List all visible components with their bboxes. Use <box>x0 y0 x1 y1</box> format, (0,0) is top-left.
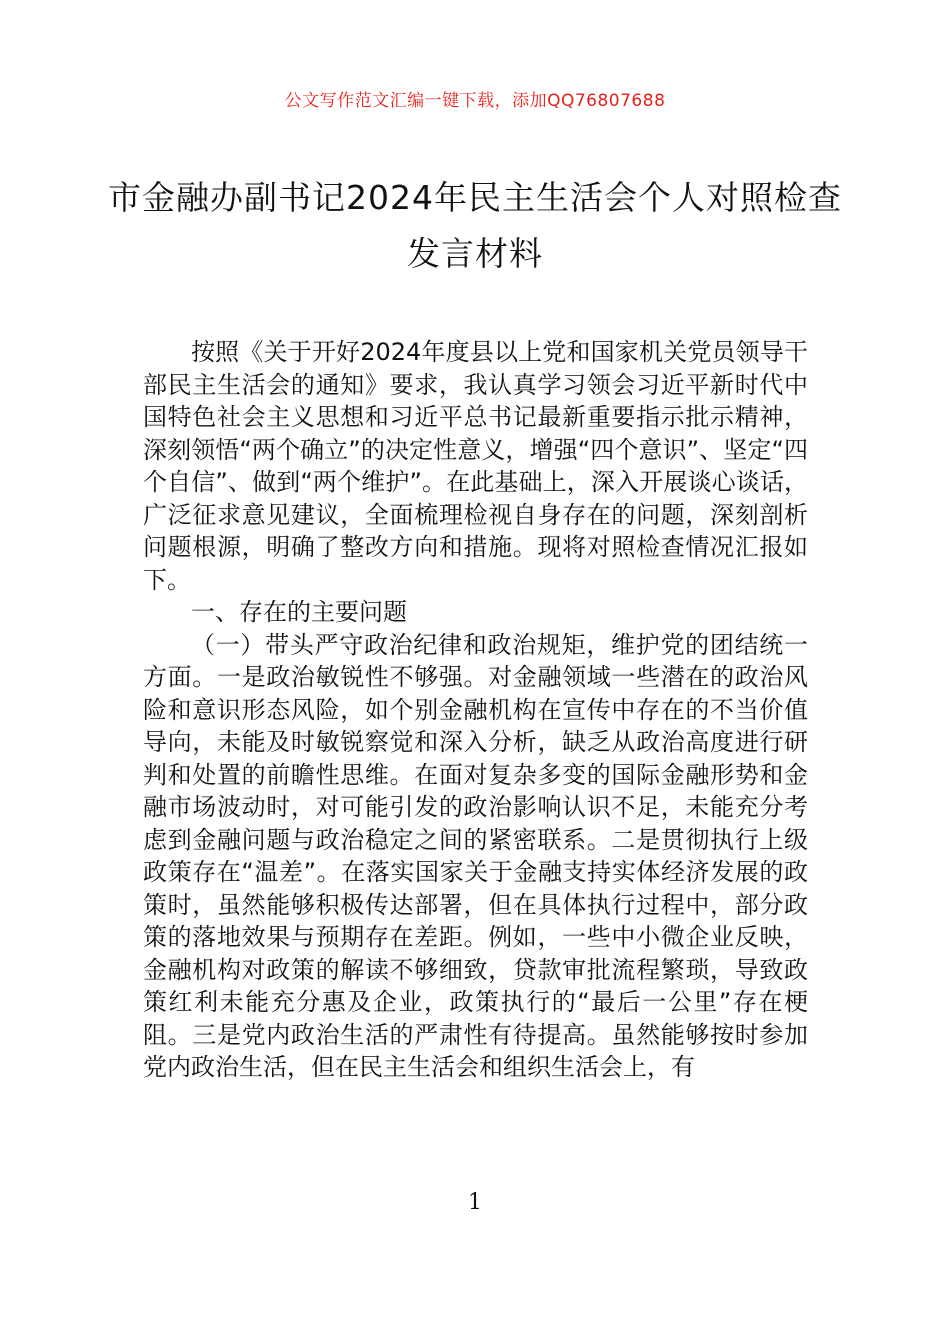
section-heading: 一、存在的主要问题 <box>191 598 407 626</box>
intro-paragraph: 按照《关于开好2024年度县以上党和国家机关党员领导干部民主生活会的通知》要求，我认真学习领会习近平新时代中国特色社会主义思想和习近平总书记最新重要指示批示精神，深刻领悟“两个确立”的决定性意义，增强“四个意识”、坚定“四个自信”、做到“两个维护”。在此基础上，深入开展谈心谈话，广泛征求意见建议，全面梳理检视自身存在的问题，深刻剖析问题根源，明确了整改方向和措施。现将对照检查情况汇报如下。 <box>143 338 808 594</box>
download-promo-note: 公文写作范文汇编一键下载，添加QQ76807688 <box>284 91 666 111</box>
subsection-paragraph: （一）带头严守政治纪律和政治规矩，维护党的团结统一方面。一是政治敏锐性不够强。对金融领域一些潜在的政治风险和意识形态风险，如个别金融机构在宣传中存在的不当价值导向，未能及时敏锐察觉和深入分析，缺乏从政治高度进行研判和处置的前瞻性思维。在面对复杂多变的国际金融形势和金融市场波动时，对可能引发的政治影响认识不足，未能充分考虑到金融问题与政治稳定之间的紧密联系。二是贯彻执行上级政策存在“温差”。在落实国家关于金融支持实体经济发展的政策时，虽然能够积极传达部署，但在具体执行过程中，部分政策的落地效果与预期存在差距。例如，一些中小微企业反映，金融机构对政策的解读不够细致，贷款审批流程繁琐，导致政策红利未能充分惠及企业，政策执行的“最后一公里”存在梗阻。三是党内政治生活的严肃性有待提高。虽然能够按时参加党内政治生活，但在民主生活会和组织生活会上，有 <box>143 630 808 1081</box>
page-number: 1 <box>468 1190 482 1215</box>
document-title: 市金融办副书记2024年民主生活会个人对照检查发言材料 <box>108 178 842 273</box>
document-body <box>143 336 808 1084</box>
